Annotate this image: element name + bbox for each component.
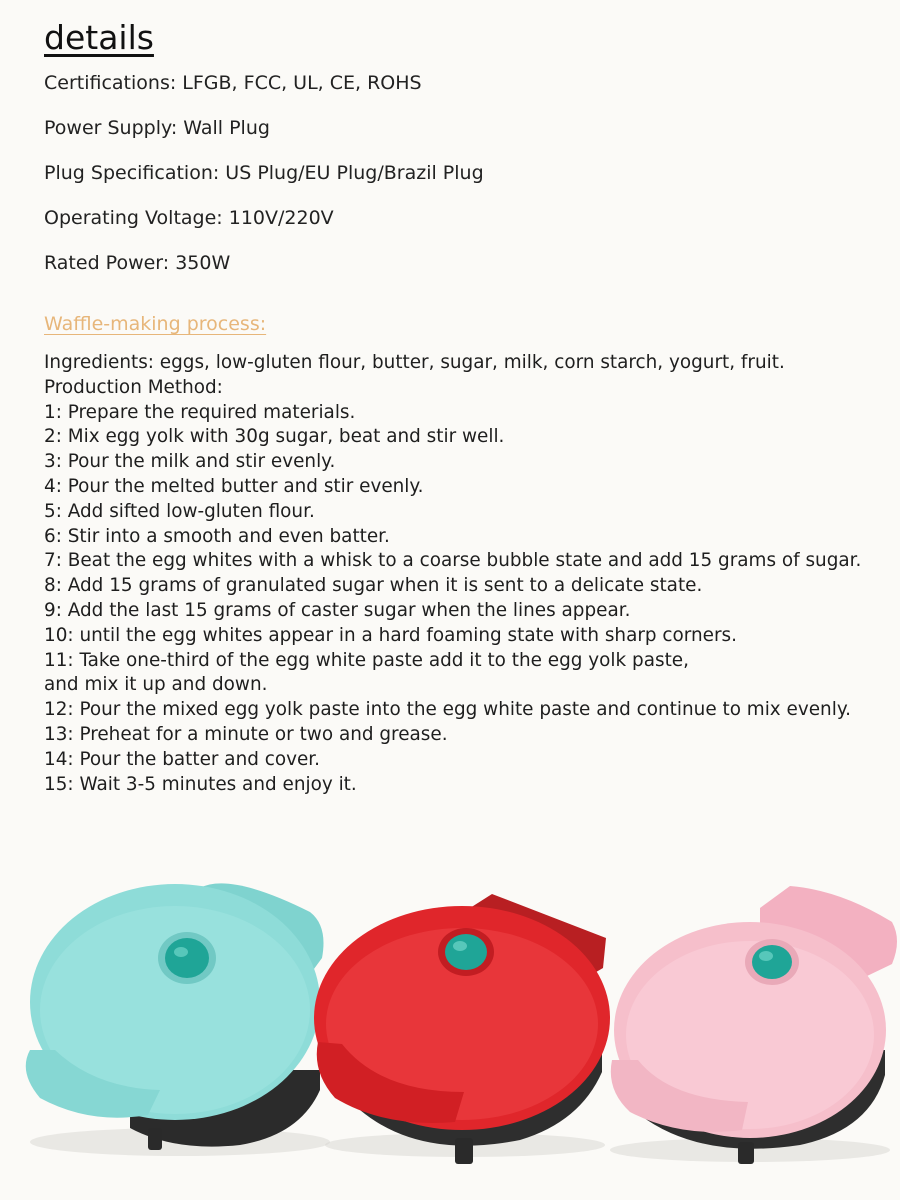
step-line: and mix it up and down. xyxy=(44,674,268,696)
step-line: 12: Pour the mixed egg yolk paste into the egg white paste and continue to mix evenly. xyxy=(44,699,851,721)
step-line: 8: Add 15 grams of granulated sugar when it is sent to a delicate state. xyxy=(44,575,703,597)
red-waffle-maker xyxy=(314,894,610,1164)
step-line: 1: Prepare the required materials. xyxy=(44,401,356,423)
indicator-light-icon xyxy=(752,945,792,979)
method-heading: Production Method: xyxy=(44,376,223,398)
process-text xyxy=(44,351,861,797)
step-line: 13: Preheat for a minute or two and grease. xyxy=(44,723,448,745)
spec-power-supply: Power Supply: Wall Plug xyxy=(44,117,270,139)
step-line: 15: Wait 3-5 minutes and enjoy it. xyxy=(44,773,357,795)
step-line: 10: until the egg whites appear in a hard foaming state with sharp corners. xyxy=(44,624,737,646)
ingredients-line: Ingredients: eggs, low-gluten flour, butter, sugar, milk, corn starch, yogurt, fruit. xyxy=(44,352,785,373)
step-line: 3: Pour the milk and stir evenly. xyxy=(44,451,336,473)
section-heading-waffle-process: Waffle-making process: xyxy=(44,313,267,335)
step-line: 4: Pour the melted butter and stir evenly. xyxy=(44,475,424,497)
spec-operating-voltage: Operating Voltage: 110V/220V xyxy=(44,207,334,229)
step-line: 9: Add the last 15 grams of caster sugar when the lines appear. xyxy=(44,599,631,621)
teal-waffle-maker xyxy=(26,883,330,1156)
page-title: details xyxy=(44,18,154,57)
step-line: 7: Beat the egg whites with a whisk to a coarse bubble state and add 15 grams of sugar. xyxy=(44,550,862,572)
step-line: 14: Pour the batter and cover. xyxy=(44,748,321,770)
spec-plug-specification: Plug Specification: US Plug/EU Plug/Brazil Plug xyxy=(44,162,484,184)
step-line: 5: Add sifted low-gluten flour. xyxy=(44,500,315,522)
step-line: 11: Take one-third of the egg white paste add it to the egg yolk paste, xyxy=(44,649,689,671)
pink-waffle-maker xyxy=(610,886,897,1164)
indicator-light-icon xyxy=(445,934,487,970)
waffle-makers-image xyxy=(0,860,900,1200)
indicator-light-icon xyxy=(165,938,209,978)
step-line: 6: Stir into a smooth and even batter. xyxy=(44,525,390,547)
step-line: 2: Mix egg yolk with 30g sugar, beat and stir well. xyxy=(44,426,505,448)
spec-rated-power: Rated Power: 350W xyxy=(44,252,231,274)
spec-certifications: Certifications: LFGB, FCC, UL, CE, ROHS xyxy=(44,72,422,94)
